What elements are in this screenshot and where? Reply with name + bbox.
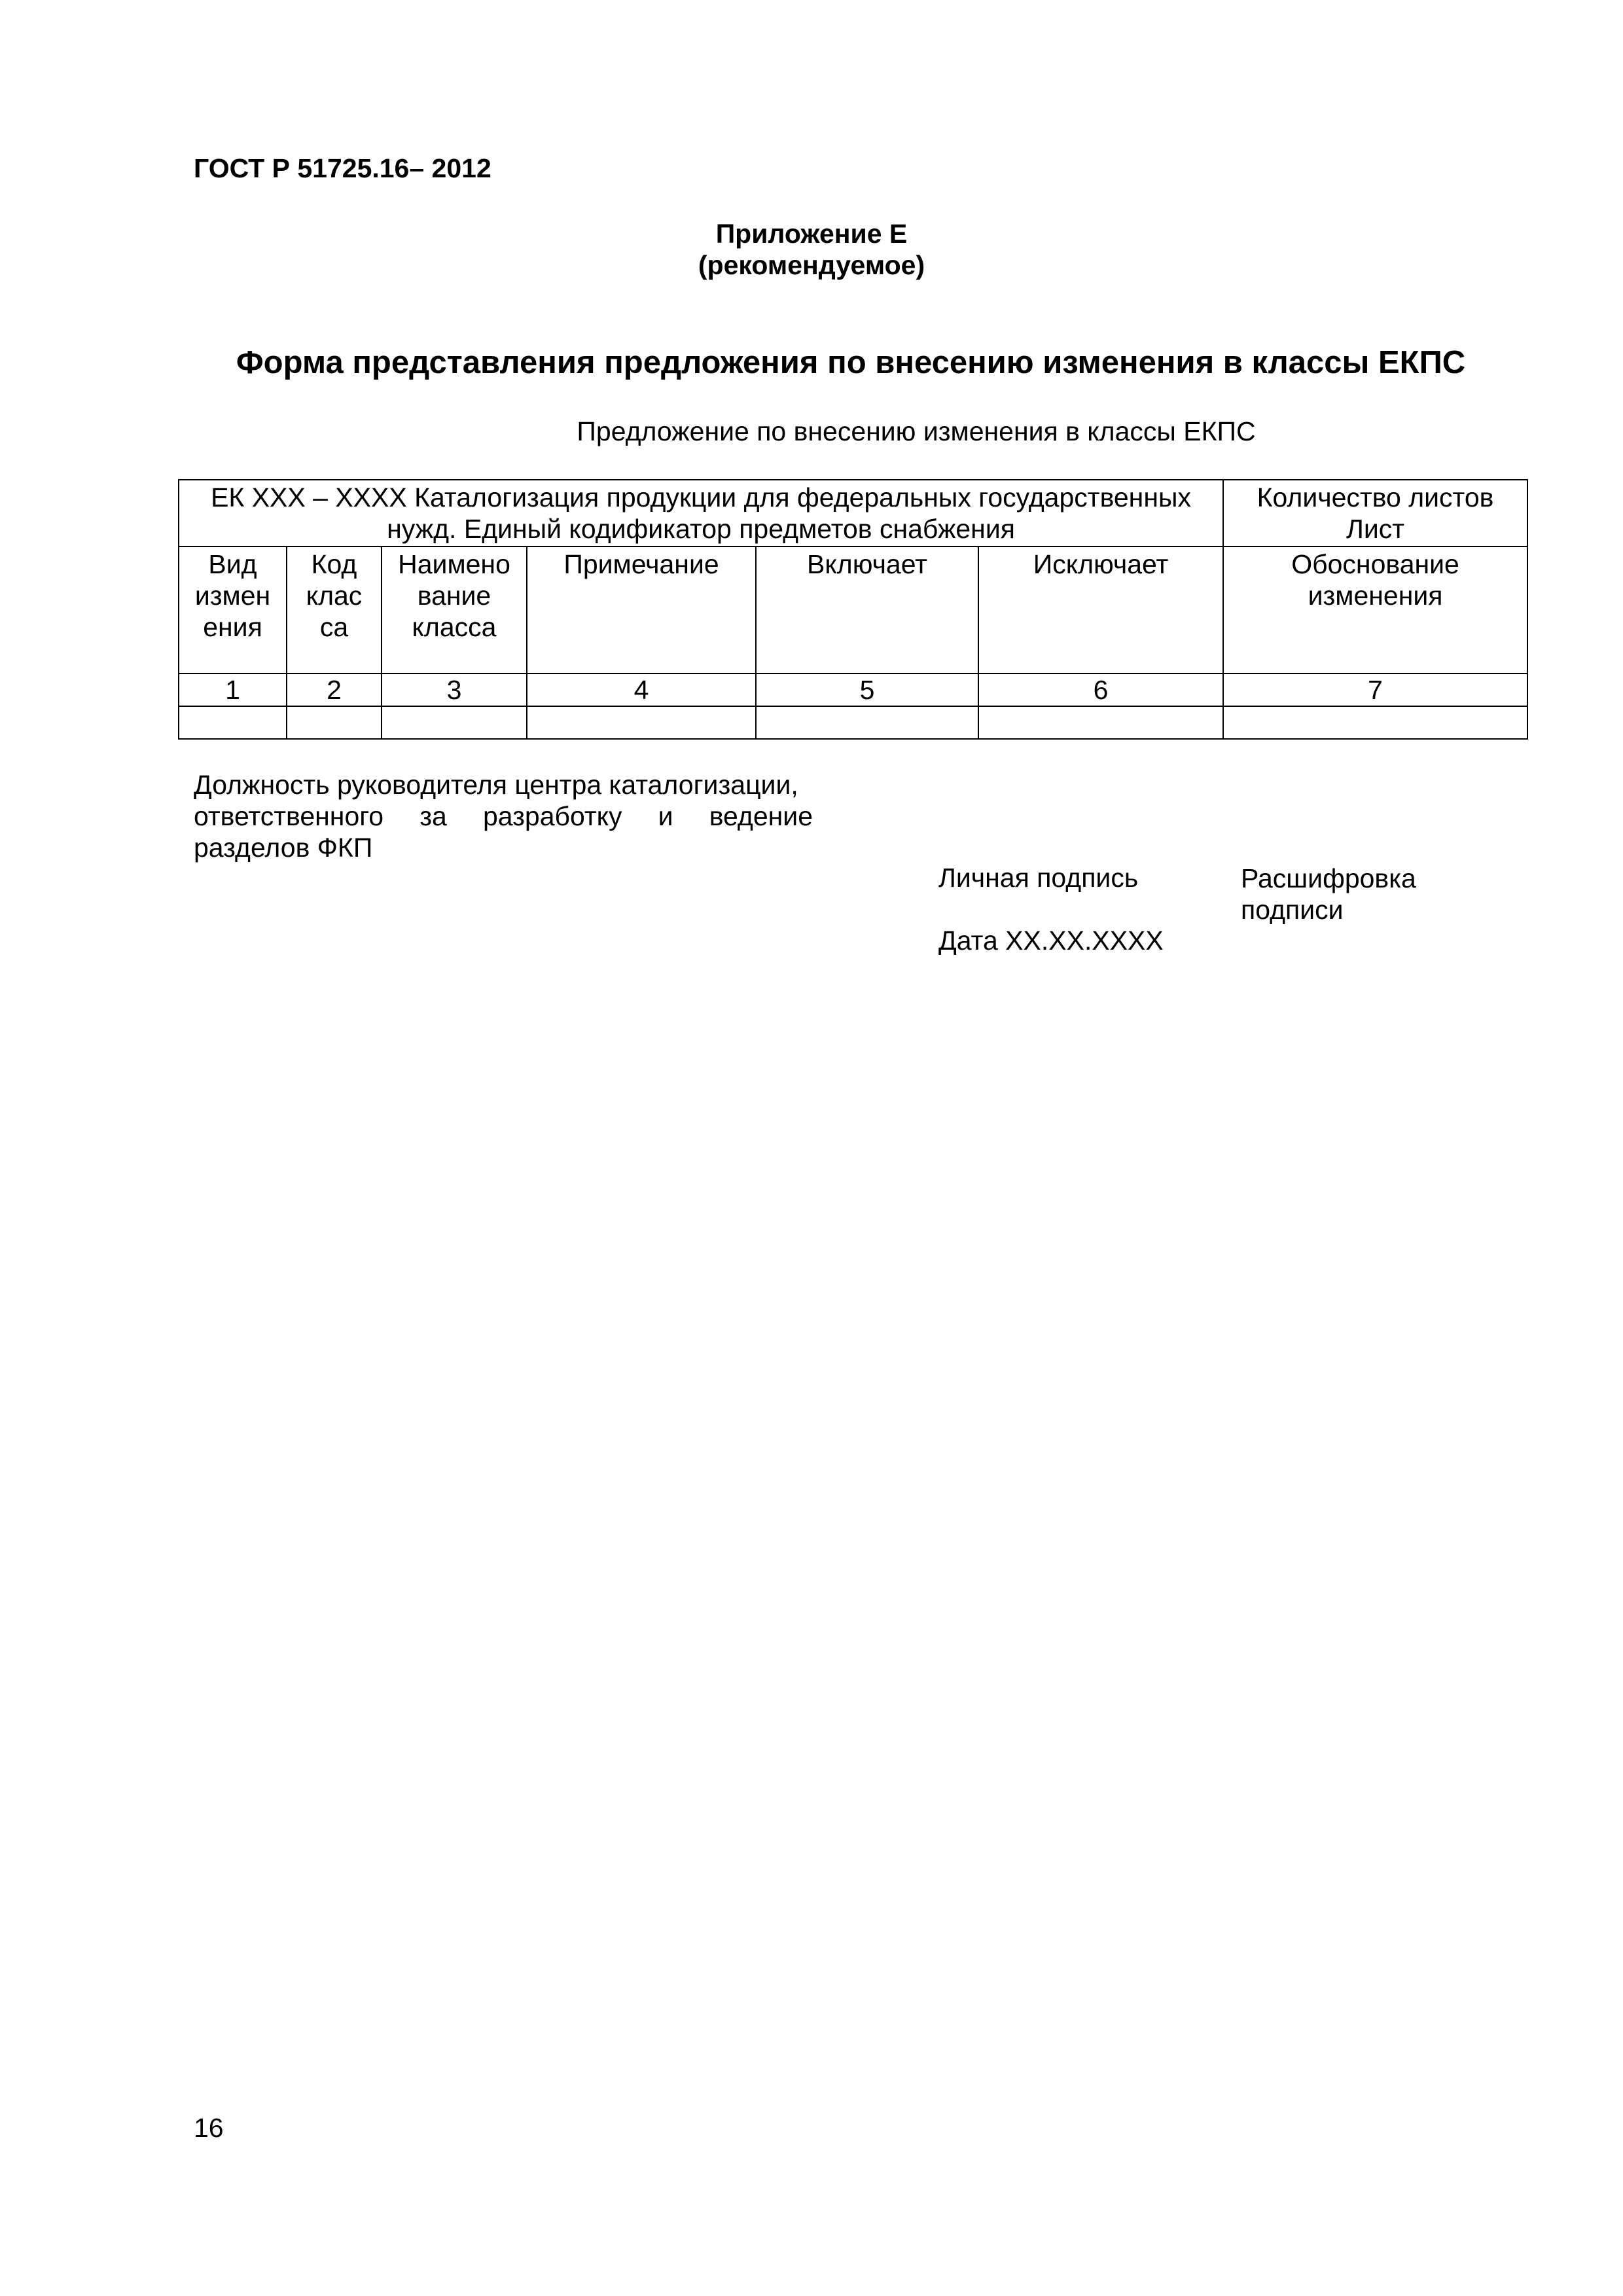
column-header: Наимено вание класса: [382, 547, 527, 673]
column-header: Вид измен ения: [179, 547, 287, 673]
appendix-title: Приложение Е: [715, 219, 908, 249]
column-header: Обоснование изменения: [1223, 547, 1527, 673]
document-code: ГОСТ Р 51725.16– 2012: [194, 153, 491, 183]
sheet-label: Лист: [1346, 514, 1405, 544]
position-line: разделов ФКП: [194, 833, 373, 863]
form-title: Форма представления предложения по внесению изменения в классы ЕКПС: [236, 345, 1466, 380]
column-number: 2: [287, 673, 382, 706]
empty-cell: [382, 706, 527, 739]
column-number: 7: [1223, 673, 1527, 706]
column-number: 3: [382, 673, 527, 706]
position-line: ответственного за разработку и ведение: [194, 801, 813, 831]
column-header: Включает: [756, 547, 978, 673]
signature-label: Личная подпись: [938, 863, 1139, 893]
empty-cell: [1223, 706, 1527, 739]
table-caption: Предложение по внесению изменения в классы ЕКПС: [577, 416, 1256, 446]
appendix-status: (рекомендуемое): [698, 250, 925, 280]
column-header: Примечание: [527, 547, 756, 673]
proposal-table: [178, 479, 1528, 740]
sheet-count-label: Количество листов: [1257, 482, 1494, 512]
table-header-sheets: [1223, 480, 1527, 547]
decode-line: Расшифровка: [1241, 863, 1416, 893]
empty-cell: [978, 706, 1223, 739]
column-number: 4: [527, 673, 756, 706]
column-header: Исключает: [978, 547, 1223, 673]
head-position-block: [194, 769, 813, 863]
decode-line: подписи: [1241, 895, 1344, 925]
date-label: Дата ХХ.ХХ.ХХХХ: [938, 925, 1164, 956]
empty-cell: [756, 706, 978, 739]
position-line: Должность руководителя центра каталогизации,: [194, 770, 798, 800]
column-number: 6: [978, 673, 1223, 706]
column-number: 1: [179, 673, 287, 706]
empty-cell: [527, 706, 756, 739]
column-number: 5: [756, 673, 978, 706]
empty-cell: [287, 706, 382, 739]
signature-decode-label: [1241, 863, 1416, 925]
empty-cell: [179, 706, 287, 739]
page-number: 16: [194, 2113, 224, 2143]
column-header: Код клас са: [287, 547, 382, 673]
table-header-classifier: ЕК ХХХ – ХХХХ Каталогизация продукции для федеральных государственных нужд. Единый кодификатор предметов снабжения: [179, 480, 1223, 547]
